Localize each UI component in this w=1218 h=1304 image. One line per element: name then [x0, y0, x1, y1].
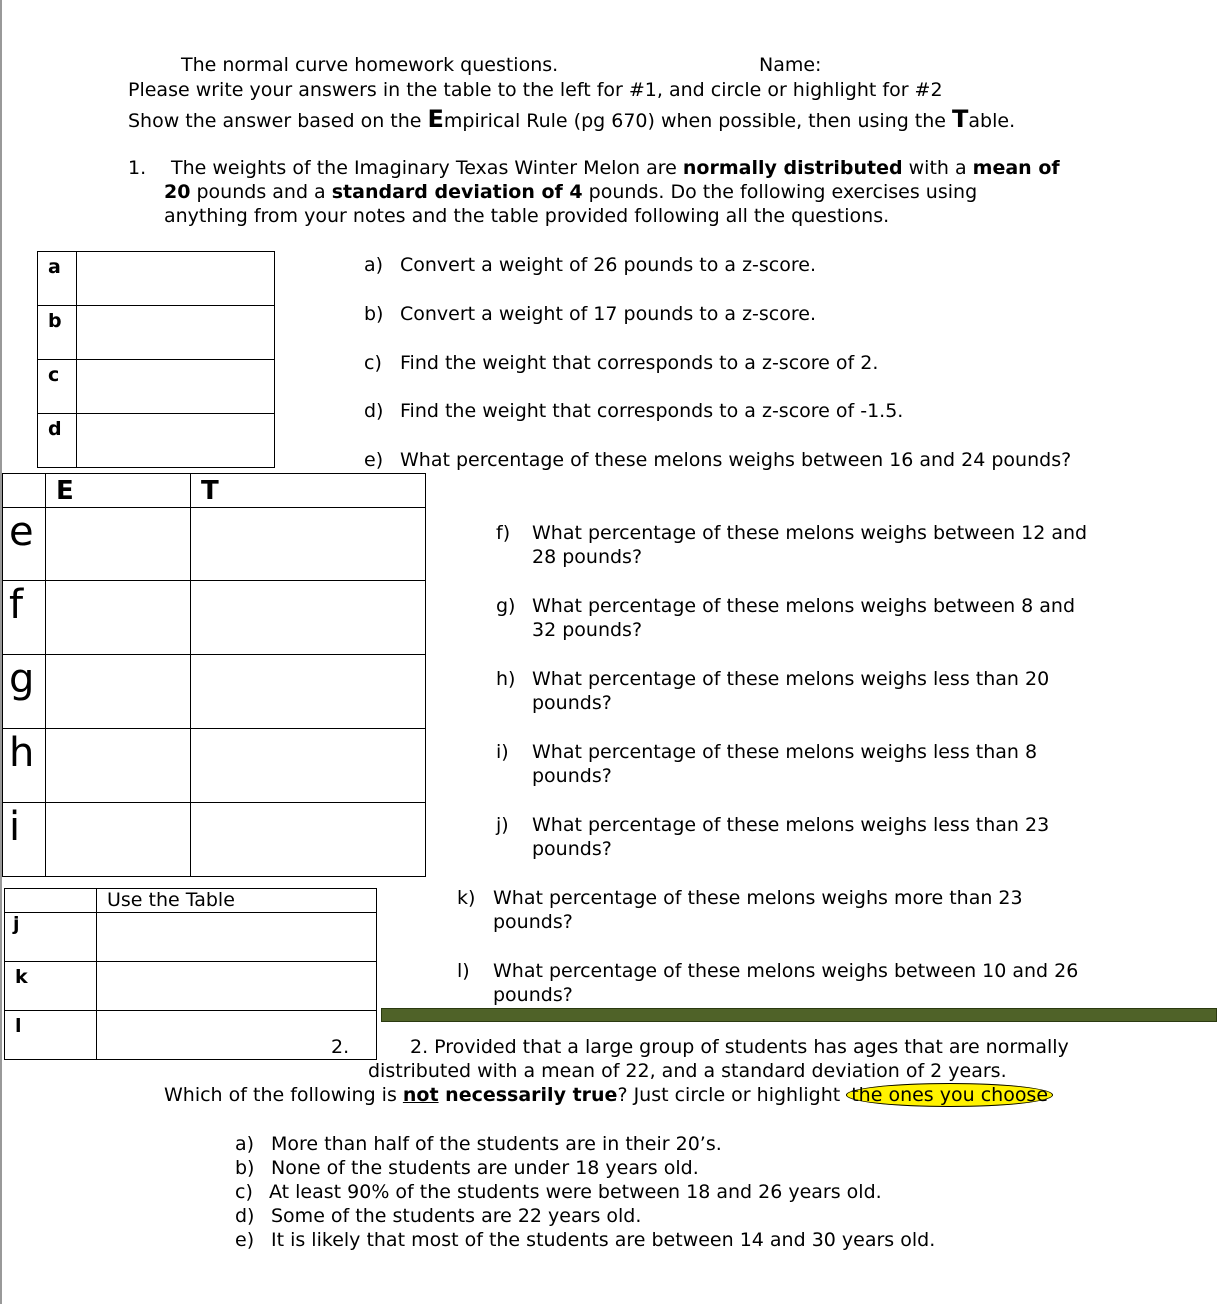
- section-divider: [381, 1008, 1217, 1022]
- row-label: l: [5, 1011, 97, 1060]
- list-item: h) What percentage of these melons weighs less than 20 pounds?: [496, 668, 1050, 714]
- answer-cell[interactable]: [191, 581, 426, 655]
- row-label: h: [3, 729, 46, 803]
- row-label: b: [48, 310, 62, 332]
- answer-cell[interactable]: [97, 962, 377, 1011]
- answer-cell[interactable]: [46, 803, 191, 877]
- question-text: 2. Provided that a large group of students has ages that are normally: [410, 1036, 1069, 1058]
- answer-cell[interactable]: [77, 306, 275, 360]
- name-label: Name:: [759, 54, 822, 76]
- instructions-line: Please write your answers in the table to the left for #1, and circle or highlight for #2: [128, 79, 943, 101]
- answer-cell[interactable]: [77, 360, 275, 414]
- row-label: j: [5, 913, 97, 962]
- highlighted-phrase: the ones you choose: [846, 1083, 1053, 1107]
- list-item[interactable]: c) At least 90% of the students were between 18 and 26 years old.: [235, 1181, 882, 1203]
- row-label: g: [3, 655, 46, 729]
- answer-cell[interactable]: [46, 729, 191, 803]
- column-header: Use the Table: [97, 889, 377, 913]
- question-text: Which of the following is not necessarily true? Just circle or highlight the ones you choose: [164, 1084, 1053, 1106]
- answer-cell[interactable]: [77, 252, 275, 306]
- question-text: anything from your notes and the table provided following all the questions.: [164, 205, 890, 227]
- answer-cell[interactable]: [191, 508, 426, 581]
- question-text: 20 pounds and a standard deviation of 4 pounds. Do the following exercises using: [164, 181, 978, 203]
- row-label: e: [3, 508, 46, 581]
- question-text: distributed with a mean of 22, and a standard deviation of 2 years.: [368, 1060, 1007, 1082]
- answer-cell[interactable]: [191, 803, 426, 877]
- row-label: k: [5, 962, 97, 1011]
- list-item: j) What percentage of these melons weighs less than 23 pounds?: [496, 814, 1050, 860]
- row-label: f: [3, 581, 46, 655]
- list-item: e) What percentage of these melons weighs between 16 and 24 pounds?: [364, 449, 1072, 471]
- column-header: E: [46, 474, 191, 508]
- list-item[interactable]: a) More than half of the students are in their 20’s.: [235, 1133, 722, 1155]
- answer-table-j-l: [4, 888, 377, 1060]
- answer-cell[interactable]: [191, 655, 426, 729]
- list-item: a) Convert a weight of 26 pounds to a z-score.: [364, 254, 817, 276]
- list-item: b) Convert a weight of 17 pounds to a z-score.: [364, 303, 817, 325]
- answer-cell[interactable]: [46, 655, 191, 729]
- answer-cell[interactable]: [77, 414, 275, 468]
- worksheet-title: The normal curve homework questions.: [181, 54, 559, 76]
- list-item[interactable]: b) None of the students are under 18 years old.: [235, 1157, 699, 1179]
- list-item: i) What percentage of these melons weighs less than 8 pounds?: [496, 741, 1038, 787]
- list-item: k) What percentage of these melons weighs more than 23 pounds?: [457, 887, 1023, 933]
- row-label: a: [48, 256, 61, 278]
- row-label: d: [48, 418, 62, 440]
- answer-cell[interactable]: [46, 508, 191, 581]
- list-item: f) What percentage of these melons weighs between 12 and 28 pounds?: [496, 522, 1088, 568]
- list-item: g) What percentage of these melons weighs between 8 and 32 pounds?: [496, 595, 1076, 641]
- list-item[interactable]: e) It is likely that most of the students are between 14 and 30 years old.: [235, 1229, 936, 1251]
- row-label: i: [3, 803, 46, 877]
- answer-table-a-d: [37, 251, 275, 468]
- answer-cell[interactable]: [46, 581, 191, 655]
- question-number: 1.: [128, 157, 147, 179]
- list-item: d) Find the weight that corresponds to a z-score of -1.5.: [364, 400, 904, 422]
- answer-cell[interactable]: [97, 913, 377, 962]
- list-item[interactable]: d) Some of the students are 22 years old.: [235, 1205, 642, 1227]
- answer-cell[interactable]: [191, 729, 426, 803]
- question-text: The weights of the Imaginary Texas Winter Melon are normally distributed with a mean of: [171, 157, 1060, 179]
- list-item: l) What percentage of these melons weighs between 10 and 26 pounds?: [457, 960, 1079, 1006]
- instructions-line: Show the answer based on the Empirical Rule (pg 670) when possible, then using the Table.: [128, 105, 1016, 133]
- column-header: T: [191, 474, 426, 508]
- answer-table-e-i: [2, 473, 426, 877]
- list-item: c) Find the weight that corresponds to a z-score of 2.: [364, 352, 879, 374]
- row-label: c: [48, 364, 60, 386]
- question-number: 2.: [331, 1036, 350, 1058]
